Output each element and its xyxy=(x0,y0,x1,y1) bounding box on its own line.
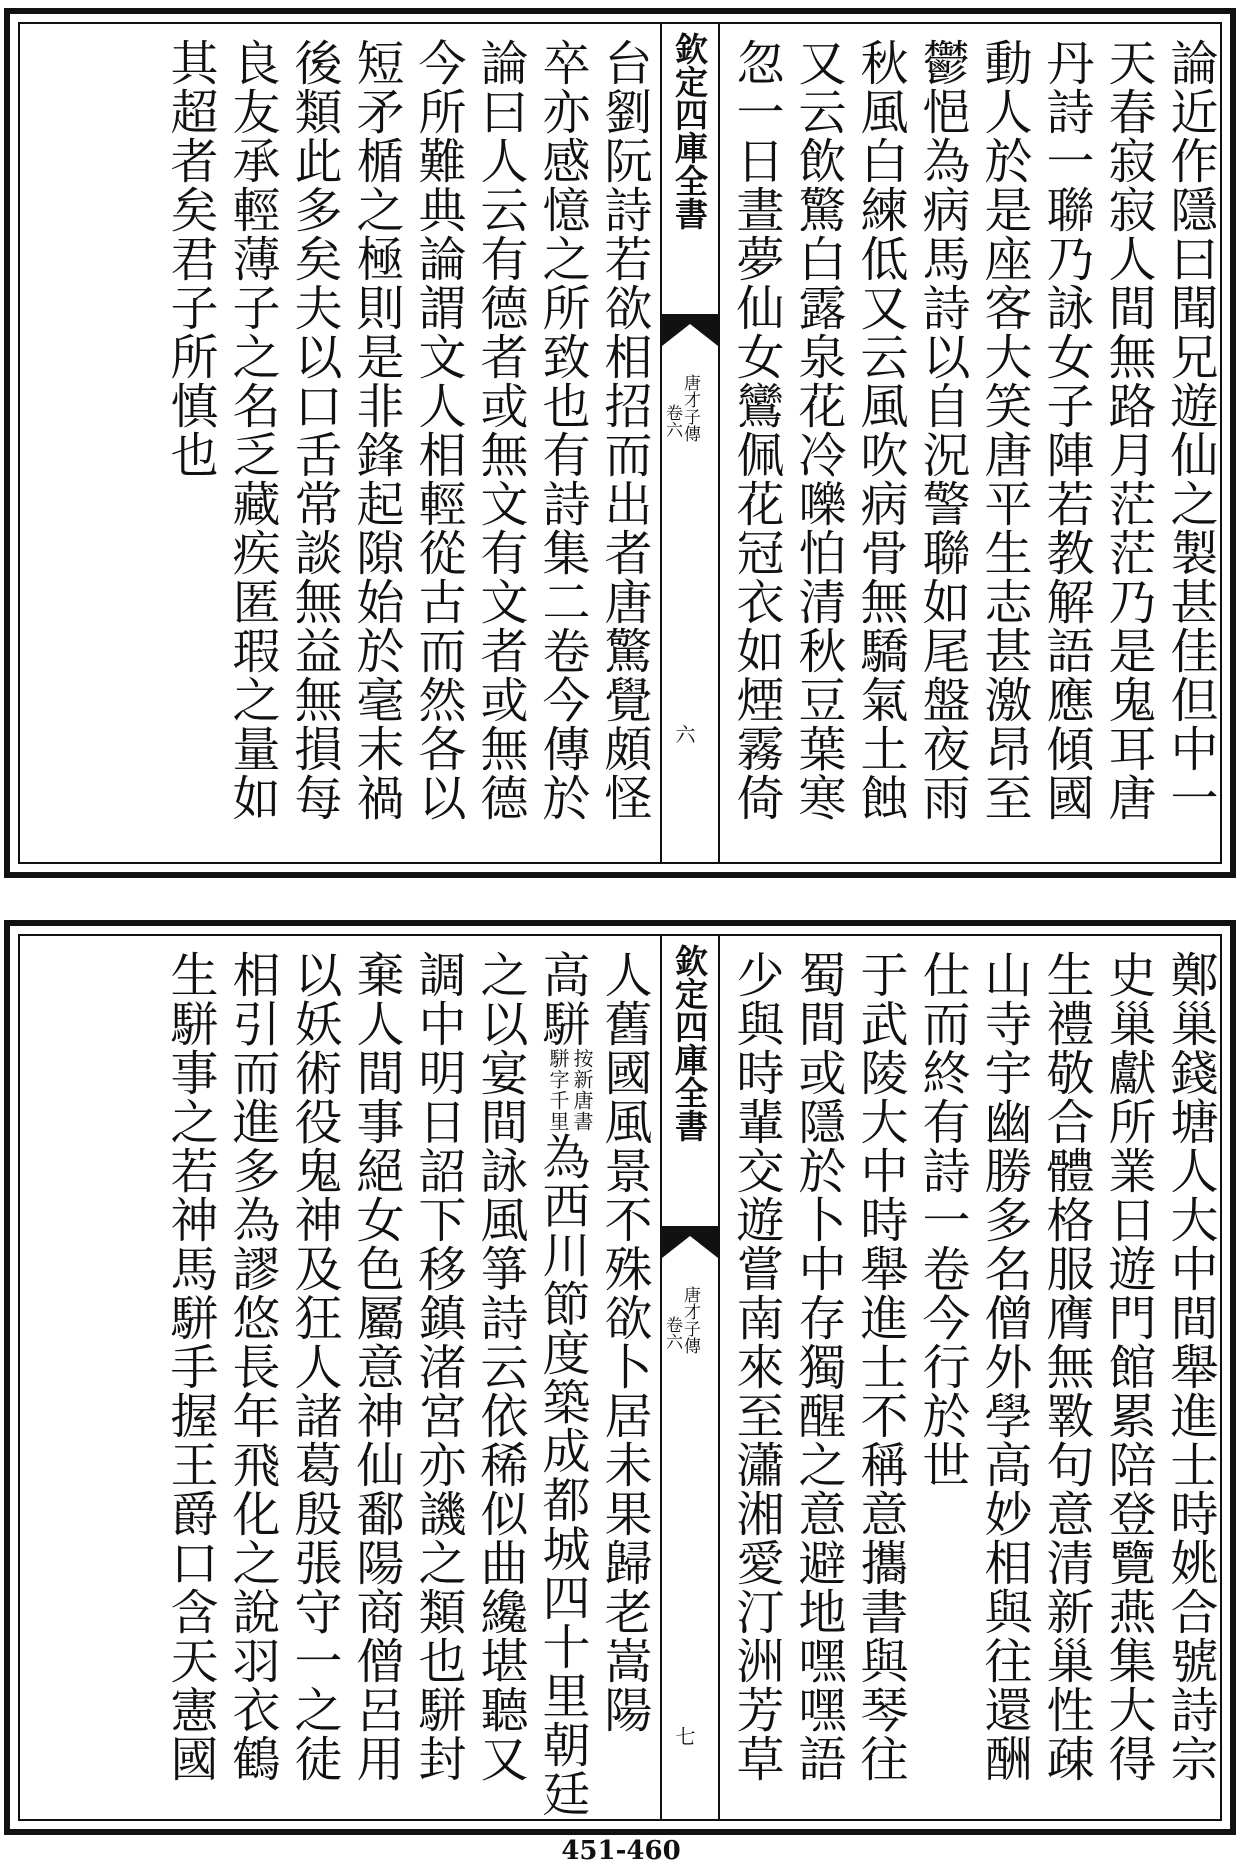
text-column: 卒亦感憶之所致也有詩集二卷今傳於 xyxy=(534,38,590,822)
text-column: 動人於是座客大笑唐平生志甚激昂至 xyxy=(976,38,1032,822)
text-column: 棄人間事絕女色屬意神仙鄱陽商僧呂用 xyxy=(348,950,404,1783)
text-column: 以妖術役鬼神及狂人諸葛殷張守一之徒 xyxy=(286,950,342,1783)
text-column: 論近作隱曰聞兄遊仙之製甚佳但中一 xyxy=(1162,38,1218,822)
text-column: 後類此多矣夫以口舌常談無益無損每 xyxy=(286,38,342,822)
bottom-page-frame xyxy=(18,934,1222,1821)
gutter-book-title: 唐才子傳 xyxy=(680,1286,700,1354)
text-column: 又云飲驚白露泉花冷嚛怕清秋豆葉寒 xyxy=(790,38,846,822)
text-column: 生駢事之若神馬駢手握王爵口含天憲國 xyxy=(162,950,218,1783)
text-column: 忽一日晝夢仙女鸞佩花冠衣如煙霧倚 xyxy=(728,38,784,822)
text-column: 台劉阮詩若欲相招而出者唐驚覺頗怪 xyxy=(596,38,652,822)
text-column: 生禮敬合體格服膺無斁句意清新巢性疎 xyxy=(1038,950,1094,1783)
text-column: 秋風白練低又云風吹病骨無驕氣土蝕 xyxy=(852,38,908,822)
text-column: 少與時輩交遊嘗南來至瀟湘愛汀洲芳草 xyxy=(728,950,784,1783)
gutter-title: 欽定四庫全書 xyxy=(670,944,709,1142)
text-column: 山寺宇幽勝多名僧外學高妙相與往還酬 xyxy=(976,950,1032,1783)
text-column: 鬱悒為病馬詩以自況警聯如尾盤夜雨 xyxy=(914,38,970,822)
gutter-volume: 卷六 xyxy=(662,404,682,438)
text-column: 于武陵大中時舉進士不稱意攜書與琴往 xyxy=(852,950,908,1783)
top-page xyxy=(4,8,1236,878)
interlinear-note xyxy=(546,1048,594,1132)
text-column: 蜀間或隱於卜中存獨醒之意避地嘿嘿語 xyxy=(790,950,846,1783)
text-column: 良友承輕薄子之名乏藏疾匿瑕之量如 xyxy=(224,38,280,822)
text-column: 丹詩一聯乃詠女子陣若教解語應傾國 xyxy=(1038,38,1094,822)
text-column: 仕而終有詩一卷今行於世 xyxy=(914,950,970,1489)
top-page-frame xyxy=(18,22,1222,864)
fish-tail-mark-icon xyxy=(662,314,718,346)
text-column: 調中明日詔下移鎮渚宮亦譏之類也駢封 xyxy=(410,950,466,1783)
text-column: 今所難典論謂文人相輕從古而然各以 xyxy=(410,38,466,822)
text-column: 其超者矣君子所慎也 xyxy=(162,38,218,479)
page-gutter xyxy=(660,936,720,1819)
gutter-title: 欽定四庫全書 xyxy=(670,32,709,230)
column-text-after-note: 為西川節度築成都城四十里朝廷 xyxy=(534,1132,590,1818)
page-gutter xyxy=(660,24,720,862)
gutter-book-title: 唐才子傳 xyxy=(680,374,700,442)
text-column: 天春寂寂人間無路月茫茫乃是鬼耳唐 xyxy=(1100,38,1156,822)
text-column: 鄭巢錢塘人大中間舉進士時姚合號詩宗 xyxy=(1162,950,1218,1783)
text-column: 之以宴間詠風箏詩云依稀似曲纔堪聽又 xyxy=(472,950,528,1783)
fish-tail-mark-icon xyxy=(662,1226,718,1258)
text-column: 短矛楯之極則是非鋒起隙始於毫末禍 xyxy=(348,38,404,822)
gutter-page-number: 七 xyxy=(672,1726,696,1746)
page-range-code: 451-460 xyxy=(561,1836,681,1866)
text-column: 相引而進多為謬悠長年飛化之說羽衣鶴 xyxy=(224,950,280,1783)
note-line: 駢字千里 xyxy=(546,1048,570,1132)
text-column: 論曰人云有德者或無文有文者或無德 xyxy=(472,38,528,822)
text-column-with-note xyxy=(530,950,594,1819)
column-text-before-note: 高駢 xyxy=(534,950,590,1048)
text-column: 人舊國風景不殊欲卜居未果歸老嵩陽 xyxy=(596,950,652,1734)
gutter-volume: 卷六 xyxy=(662,1316,682,1350)
gutter-page-number: 六 xyxy=(672,724,696,744)
text-column: 史巢獻所業日遊門館累陪登覽燕集大得 xyxy=(1100,950,1156,1783)
bottom-page xyxy=(4,920,1236,1835)
note-line: 按新唐書 xyxy=(570,1048,594,1132)
